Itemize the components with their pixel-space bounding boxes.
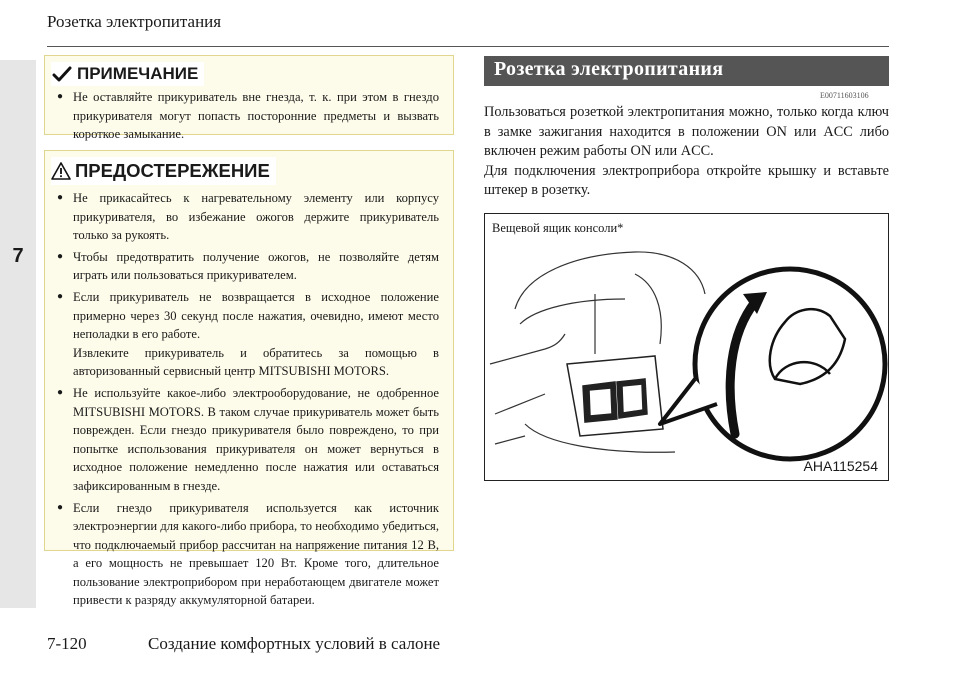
warning-title: ПРЕДОСТЕРЕЖЕНИЕ [75,160,270,181]
pencil-icon [51,66,73,82]
note-box [44,55,454,142]
warning-item: ● Чтобы предотвратить получение ожогов, не позволяйте детям играть или пользоваться прикуривателем. [45,248,439,285]
figure-frame [484,213,889,481]
note-item: ● Не оставляйте прикуриватель вне гнезда, т. к. при этом в гнездо прикуривателя могут попасть посторонние предметы и вызвать короткое замыкание. [45,88,439,144]
warning-item: ● Если прикуриватель не возвращается в исходное положение примерно через 30 секунд после нажатия, очевидно, имеют место неполадки в его работе. Извлеките прикуриватель и обратитесь за помощью в авторизованный сервисный центр MITSUBISHI MOTORS. [45,288,439,381]
note-title: ПРИМЕЧАНИЕ [77,64,199,83]
section-title: Розетка электропитания [494,58,724,80]
body-paragraph: Для подключения электроприбора откройте крышку и вставьте штекер в розетку. [484,162,889,198]
body-paragraph: Пользоваться розеткой электропитания можно, только когда ключ в замке зажигания находится в положении ON или ACC либо включен режим работы ON или ACC. [484,104,889,159]
console-socket-illustration [485,214,889,481]
figure-caption: Вещевой ящик консоли* [492,221,624,235]
section-title-bar [484,56,889,86]
warning-item: ● Не прикасайтесь к нагревательному элементу или корпусу прикуривателя, во избежание ожогов держите прикуриватель только за рукоять. [45,189,439,245]
warning-box [44,150,454,608]
section-ref-code: E00711603106 [820,91,869,100]
footer-chapter-title: Создание комфортных условий в салоне [148,634,441,653]
warning-list [45,189,439,613]
header-rule [47,46,889,47]
warning-triangle-icon [51,162,71,180]
note-list [45,88,439,147]
chapter-side-strip [0,60,36,608]
chapter-tab: 7 [12,244,24,267]
running-header-title: Розетка электропитания [47,12,222,31]
figure-code: AHA115254 [803,458,878,474]
page-number: 7-120 [47,634,87,653]
warning-header [51,157,276,185]
note-header [51,62,204,86]
section-body [484,103,889,201]
warning-item: ● Не используйте какое-либо электрооборудование, не одобренное MITSUBISHI MOTORS. В таком случае прикуриватель может быть поврежден. Если гнездо прикуривателя было повреждено, то при попытке использования прикуривателя он может вернуться в исходное положение немедленно после нажатия или оставаться зафиксированным в гнезде. [45,384,439,496]
warning-item: ● Если гнездо прикуривателя используется как источник электроэнергии для какого-либо прибора, то необходимо убедиться, что подключаемый прибор рассчитан на напряжение питания 12 В, а его мощность не превышает 120 Вт. Кроме того, длительное пользование электроприбором при неработающем двигателе может привести к разряду аккумуляторной батареи. [45,499,439,611]
